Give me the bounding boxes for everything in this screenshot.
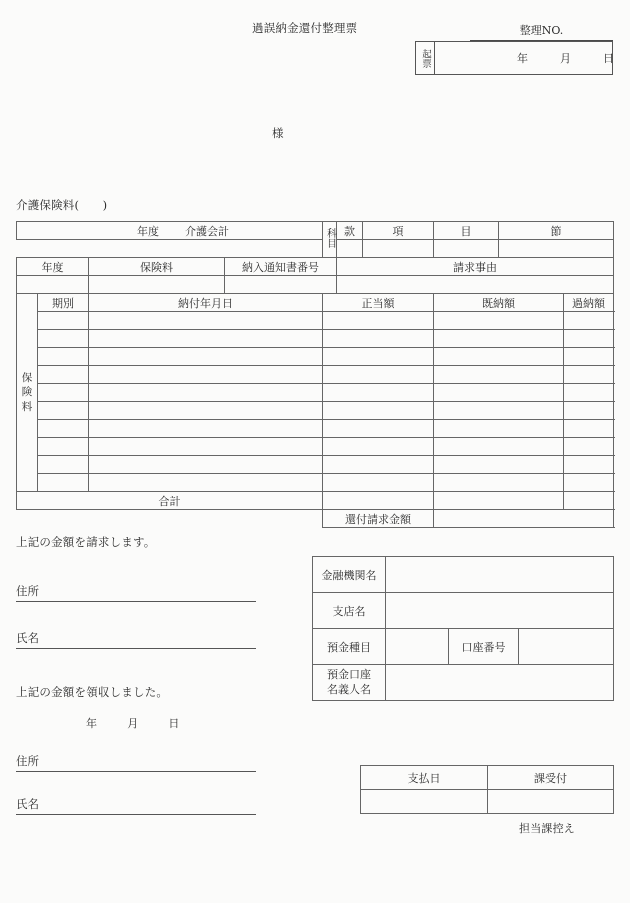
table-row [17, 384, 614, 402]
cell-label-kinyuukikanmei: 金融機関名 [313, 557, 386, 593]
cell-kibetsu[interactable] [38, 312, 89, 330]
section-label-kaigo-hokenryou: 介護保険料( ) [16, 198, 108, 212]
cell-header-kanougaku: 過納額 [564, 294, 614, 312]
table-row [17, 402, 614, 420]
cell-value-kouza-bangou[interactable] [519, 629, 614, 665]
cell-kibetsu[interactable] [38, 348, 89, 366]
receipt-statement: 上記の金額を領収しました。 [16, 685, 169, 699]
receipt-month-label: 月 [127, 717, 139, 730]
kaigo-kaikei-label: 介護会計 [185, 224, 229, 238]
kamoku-label: 科目 [324, 228, 336, 248]
cell-value-nounyuu-tsuuchisho-bangou[interactable] [225, 276, 337, 294]
table-row-kamoku-values [17, 240, 614, 258]
receipt-year-label: 年 [86, 717, 98, 730]
hokenryou-char-1: 保 [21, 372, 33, 385]
table-row [17, 474, 614, 492]
cell-kinougaku[interactable] [434, 384, 564, 402]
cell-header-ka-uketsuke: 課受付 [488, 766, 614, 790]
table-row-payment-headers [361, 766, 614, 790]
cell-total-kanougaku[interactable] [564, 492, 614, 510]
cell-label-yokin-kouza-meigininmei [313, 665, 386, 701]
holder-label-line2: 名義人名 [327, 682, 371, 696]
cell-kanougaku[interactable] [564, 402, 614, 420]
kihyou-label-cell [416, 42, 435, 74]
cell-kinougaku[interactable] [434, 312, 564, 330]
kihyou-date-box [415, 41, 613, 75]
hokenryou-char-3: 料 [21, 400, 33, 413]
cell-kibetsu[interactable] [38, 456, 89, 474]
cell-kanougaku[interactable] [564, 384, 614, 402]
kihyou-year-label: 年 [517, 52, 528, 65]
table-row-refund [17, 510, 614, 528]
cell-kinougaku[interactable] [434, 456, 564, 474]
table-row-bank-branch [313, 593, 614, 629]
cell-value-kan[interactable] [337, 240, 363, 258]
cell-value-shiharaibi[interactable] [361, 790, 488, 814]
cell-header-kou: 項 [363, 222, 434, 240]
cell-header-nendo: 年度 [17, 258, 89, 276]
cell-header-setsu: 節 [499, 222, 614, 240]
cell-noufu-nengappi[interactable] [89, 312, 323, 330]
cell-kibetsu[interactable] [38, 330, 89, 348]
cell-header-nounyuu-tsuuchisho-bangou: 納入通知書番号 [225, 258, 337, 276]
main-form-table [16, 221, 614, 528]
table-row-bank-institution [313, 557, 614, 593]
cell-kibetsu[interactable] [38, 474, 89, 492]
cell-seitougaku[interactable] [323, 366, 434, 384]
holder-label-line1: 預金口座 [327, 667, 371, 681]
cell-kibetsu[interactable] [38, 402, 89, 420]
cell-value-moku[interactable] [434, 240, 499, 258]
cell-kanougaku[interactable] [564, 366, 614, 384]
claim-name-field[interactable]: 氏名 [16, 630, 256, 649]
cell-refund-label: 還付請求金額 [323, 510, 434, 528]
cell-total-seitougaku[interactable] [323, 492, 434, 510]
cell-value-nendo[interactable] [17, 276, 89, 294]
cell-spacer-refund [17, 510, 323, 528]
kihyou-label: 起票 [419, 48, 431, 68]
cell-kanougaku[interactable] [564, 330, 614, 348]
cell-label-shitenmei: 支店名 [313, 593, 386, 629]
table-row-subheaders [17, 258, 614, 276]
cell-header-kibetsu: 期別 [38, 294, 89, 312]
cell-seitougaku[interactable] [323, 474, 434, 492]
cell-noufu-nengappi[interactable] [89, 474, 323, 492]
hokenryou-char-2: 険 [21, 386, 33, 399]
table-row-fiscal-account [17, 222, 614, 240]
cell-header-seitougaku: 正当額 [323, 294, 434, 312]
cell-noufu-nengappi[interactable] [89, 384, 323, 402]
cell-noufu-nengappi[interactable] [89, 456, 323, 474]
table-row-subheader-values [17, 276, 614, 294]
cell-label-yokin-shumoku: 預金種目 [313, 629, 386, 665]
cell-hokenryou-vertical-label [17, 294, 38, 492]
table-row [17, 438, 614, 456]
cell-kinougaku[interactable] [434, 438, 564, 456]
cell-header-seikyuu-jiyuu: 請求事由 [337, 258, 614, 276]
cell-total-kinougaku[interactable] [434, 492, 564, 510]
cell-kibetsu[interactable] [38, 420, 89, 438]
cell-value-kinyuukikanmei[interactable] [386, 557, 614, 593]
cell-total-label: 合計 [17, 492, 323, 510]
table-row-total [17, 492, 614, 510]
cell-seitougaku[interactable] [323, 402, 434, 420]
cell-header-noufu-nengappi: 納付年月日 [89, 294, 323, 312]
seiri-number-label: 整理NO. [470, 22, 613, 41]
cell-value-shitenmei[interactable] [386, 593, 614, 629]
cell-seitougaku[interactable] [323, 456, 434, 474]
cell-noufu-nengappi[interactable] [89, 348, 323, 366]
cell-kamoku-label [323, 222, 337, 258]
cell-value-hokenryou[interactable] [89, 276, 225, 294]
cell-seitougaku[interactable] [323, 348, 434, 366]
cell-kibetsu[interactable] [38, 438, 89, 456]
cell-header-kan: 款 [337, 222, 363, 240]
cell-value-seikyuu-jiyuu[interactable] [337, 276, 614, 294]
claim-statement: 上記の金額を請求します。 [16, 535, 156, 549]
cell-kanougaku[interactable] [564, 420, 614, 438]
cell-kanougaku[interactable] [564, 312, 614, 330]
cell-kinougaku[interactable] [434, 474, 564, 492]
cell-refund-value[interactable] [434, 510, 614, 528]
cell-seitougaku[interactable] [323, 420, 434, 438]
cell-value-setsu[interactable] [499, 240, 614, 258]
cell-seitougaku[interactable] [323, 312, 434, 330]
cell-kinougaku[interactable] [434, 420, 564, 438]
kihyou-date-field[interactable] [435, 42, 612, 74]
cell-kinougaku[interactable] [434, 366, 564, 384]
cell-seitougaku[interactable] [323, 330, 434, 348]
table-row-payment-values [361, 790, 614, 814]
payment-receipt-table [360, 765, 614, 814]
table-row [17, 330, 614, 348]
department-copy-note: 担当課控え [519, 822, 575, 835]
cell-value-yokin-shumoku[interactable] [386, 629, 449, 665]
table-row [17, 312, 614, 330]
cell-noufu-nengappi[interactable] [89, 366, 323, 384]
table-row [17, 366, 614, 384]
cell-kinougaku[interactable] [434, 348, 564, 366]
cell-noufu-nengappi[interactable] [89, 402, 323, 420]
table-row-detail-headers [17, 294, 614, 312]
table-row-bank-deposit [313, 629, 614, 665]
cell-kanougaku[interactable] [564, 474, 614, 492]
cell-label-kouza-bangou: 口座番号 [449, 629, 519, 665]
page-title: 過誤納金還付整理票 [252, 21, 358, 35]
cell-kibetsu[interactable] [38, 366, 89, 384]
cell-noufu-nengappi[interactable] [89, 438, 323, 456]
cell-noufu-nengappi[interactable] [89, 420, 323, 438]
cell-value-yokin-kouza-meigininmei[interactable] [386, 665, 614, 701]
table-row [17, 456, 614, 474]
receipt-date-row[interactable] [16, 718, 180, 730]
cell-spacer-left [17, 240, 323, 258]
addressee-honorific: 様 [272, 126, 284, 140]
claim-address-field[interactable]: 住所 [16, 583, 256, 602]
cell-kibetsu[interactable] [38, 384, 89, 402]
receipt-name-field[interactable]: 氏名 [16, 796, 256, 815]
nendo-label: 年度 [137, 224, 159, 238]
receipt-day-label: 日 [168, 717, 180, 730]
table-row [17, 420, 614, 438]
cell-seitougaku[interactable] [323, 384, 434, 402]
cell-value-kou[interactable] [363, 240, 434, 258]
kihyou-day-label: 日 [603, 52, 614, 65]
cell-kinougaku[interactable] [434, 402, 564, 420]
table-row-bank-holder [313, 665, 614, 701]
table-row [17, 348, 614, 366]
cell-header-kinougaku: 既納額 [434, 294, 564, 312]
bank-account-table [312, 556, 614, 701]
cell-seitougaku[interactable] [323, 438, 434, 456]
cell-header-shiharaibi: 支払日 [361, 766, 488, 790]
cell-header-hokenryou: 保険料 [89, 258, 225, 276]
cell-header-moku: 目 [434, 222, 499, 240]
kihyou-month-label: 月 [560, 52, 571, 65]
cell-kanougaku[interactable] [564, 438, 614, 456]
cell-noufu-nengappi[interactable] [89, 330, 323, 348]
cell-value-ka-uketsuke[interactable] [488, 790, 614, 814]
cell-kanougaku[interactable] [564, 456, 614, 474]
hokenryou-vertical-text [17, 371, 37, 414]
cell-kinougaku[interactable] [434, 330, 564, 348]
cell-fiscal-account[interactable] [17, 222, 323, 240]
receipt-address-field[interactable]: 住所 [16, 753, 256, 772]
cell-kanougaku[interactable] [564, 348, 614, 366]
